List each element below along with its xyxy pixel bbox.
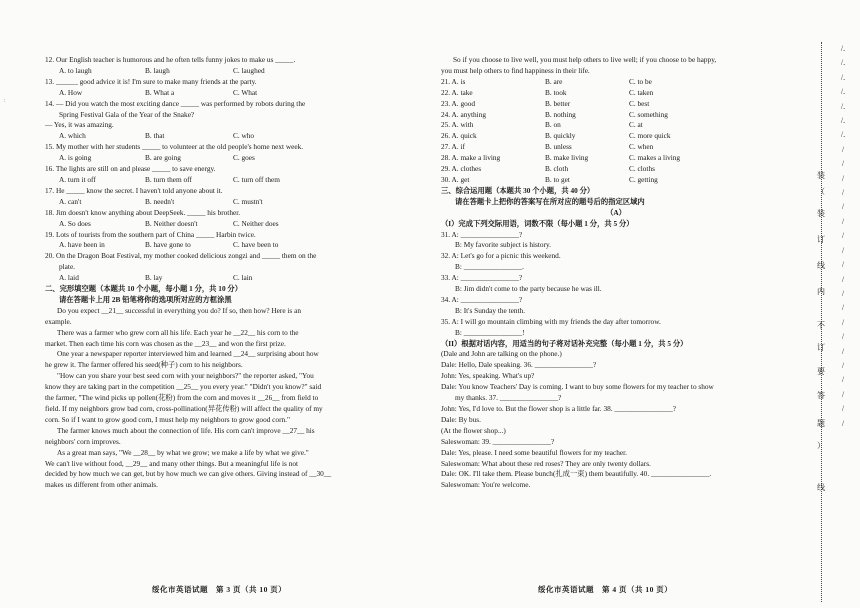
answer-option: 29. A. clothes	[441, 164, 482, 174]
binding-slash: /.	[840, 101, 846, 111]
binding-slash: /	[841, 346, 845, 356]
answer-option: C. more quick	[629, 131, 671, 141]
binding-char: 不	[817, 321, 825, 330]
text-line: 13. ______ good advice it is! I'm sure to make many friends at the party.	[45, 76, 257, 86]
text-line: B: It's Sunday the tenth.	[455, 305, 526, 315]
binding-slash: /.	[840, 58, 846, 68]
text-line: Dale: You know Teachers' Day is coming. I want to buy some flowers for my teacher to show	[441, 382, 714, 392]
answer-option: A. to laugh	[59, 65, 92, 75]
binding-slash: /	[841, 231, 845, 241]
section-heading: （II）根据对话内容，用适当的句子将对话补充完整（每小题 1 分，共 5 分）	[441, 338, 688, 348]
text-line: 32. A: Let's go for a picnic this weekend.	[441, 251, 561, 261]
option-row	[441, 153, 791, 164]
binding-slash: /.	[840, 87, 846, 97]
text-line: "How can you share your best seed corn with your neighbors?" the reporter asked, "You	[57, 371, 314, 381]
text-line: John: Yes, speaking. What's up?	[441, 371, 535, 381]
binding-slash: /	[841, 288, 845, 298]
page-4-column	[441, 55, 791, 491]
text-line: 34. A: ________________?	[441, 294, 523, 304]
binding-slash: /	[841, 260, 845, 270]
binding-slash: /	[841, 202, 845, 212]
option-row	[441, 120, 791, 131]
binding-slash: /	[841, 418, 845, 428]
text-line: the farmer, "The wind picks up pollen(花粉) from the corn and moves it __26__ from field to	[45, 393, 319, 403]
answer-option: C. best	[629, 98, 650, 108]
answer-option: A. So does	[59, 218, 91, 228]
answer-option: B. are	[545, 76, 563, 86]
answer-option: A. can't	[59, 196, 82, 206]
section-heading: 三、综合运用题（本题共 30 个小题，共 40 分）	[441, 185, 595, 195]
text-line: 19. Lots of tourists from the southern part of China _____ Harbin twice.	[45, 229, 256, 239]
text-line: Dale: OK. I'll take them. Please bunch(扎成一束) them beautifully. 40. ________________.	[441, 469, 712, 479]
text-line: One year a newspaper reporter interviewed him and learned __24__ surprising about how	[57, 349, 319, 359]
answer-option: B. took	[545, 87, 567, 97]
text-line: Saleswoman: What about these red roses? They are only twenty dollars.	[441, 458, 651, 468]
answer-option: C. turn off them	[233, 174, 280, 184]
page-4-footer: 绥化市英语试题 第 4 页（共 10 页）	[538, 585, 673, 594]
binding-slash: /.	[840, 72, 846, 82]
answer-option: C. laughed	[233, 65, 265, 75]
option-row	[441, 131, 791, 142]
answer-option: B. quickly	[545, 131, 576, 141]
page-3-column	[45, 55, 403, 491]
answer-option: C. makes a living	[629, 153, 681, 163]
option-row	[441, 175, 791, 186]
answer-option: B. that	[145, 131, 165, 141]
text-line: market. Then each time his corn was chosen as the __23__ and won the first prize.	[45, 338, 286, 348]
text-line: 14. — Did you watch the most exciting dance _____ was performed by robots during the	[45, 98, 306, 108]
answer-option: B. turn them off	[145, 174, 192, 184]
text-line: 31. A: ________________?	[441, 229, 523, 239]
margin-mark: :	[4, 98, 6, 104]
option-row	[441, 77, 791, 88]
text-line: 16. The lights are still on and please _____ to save energy.	[45, 164, 216, 174]
text-line: Spring Festival Gala of the Year of the Snake?	[59, 109, 195, 119]
binding-slash: /	[841, 216, 845, 226]
text-line: 20. On the Dragon Boat Festival, my mother cooked delicious zongzi and _____ them on the	[45, 251, 317, 261]
text-line: Dale: Yes, please. I need some beautiful flowers for my teacher.	[441, 447, 628, 457]
answer-option: 25. A. with	[441, 120, 474, 130]
answer-option: A. have been in	[59, 240, 105, 250]
binding-char: 订	[817, 343, 825, 352]
text-line: B: My favorite subject is history.	[455, 240, 551, 250]
binding-slash: /	[841, 144, 845, 154]
binding-char: （	[817, 187, 825, 196]
text-line: 35. A: I will go mountain climbing with my friends the day after tomorrow.	[441, 316, 661, 326]
binding-char: 装	[817, 209, 825, 218]
binding-slash: /.	[840, 130, 846, 140]
answer-option: C. lain	[233, 273, 253, 283]
text-line: my thanks. 37. ________________?	[455, 393, 562, 403]
answer-option: 28. A. make a living	[441, 153, 501, 163]
option-row	[45, 197, 403, 208]
answer-option: B. nothing	[545, 109, 576, 119]
binding-slash: /	[841, 159, 845, 169]
answer-option: C. to be	[629, 76, 652, 86]
binding-slash: /	[841, 173, 845, 183]
binding-char: 要	[817, 367, 825, 376]
text-line: As a great man says, "We __28__ by what we grow; we make a life by what we give."	[57, 447, 309, 457]
option-row	[45, 131, 403, 142]
binding-slash: /	[841, 274, 845, 284]
page-3-footer: 绥化市英语试题 第 3 页（共 10 页）	[152, 585, 287, 594]
answer-option: C. have been to	[233, 240, 279, 250]
answer-option: B. unless	[545, 142, 572, 152]
answer-option: B. have gone to	[145, 240, 191, 250]
text-line: We can't live without food, __29__ and many other things. But a meaningful life is not	[45, 458, 299, 468]
answer-option: C. at	[629, 120, 643, 130]
answer-option: B. lay	[145, 273, 163, 283]
text-line: 请在答题卡上把你的答案写在所对应的题号后的指定区域内	[455, 196, 645, 206]
text-line: 17. He _____ know the secret. I haven't told anyone about it.	[45, 185, 223, 195]
section-heading: （I）完成下列交际用语，词数不限（每小题 1 分，共 5 分）	[441, 218, 634, 228]
answer-option: B. needn't	[145, 196, 175, 206]
text-line: he grew it. The farmer offered his seed(种子) corn to his neighbors.	[45, 360, 243, 370]
binding-slash: /	[841, 317, 845, 327]
answer-option: B. make living	[545, 153, 589, 163]
binding-slash: /	[841, 375, 845, 385]
option-row	[45, 66, 403, 77]
binding-slash: /	[841, 404, 845, 414]
text-line: Saleswoman: 39. ________________?	[441, 436, 555, 446]
text-line: know they are taking part in the competition __25__ you every year." "Didn't you know?" said	[45, 382, 322, 392]
text-line: 18. Jim doesn't know anything about DeepSeek. _____ his brother.	[45, 207, 241, 217]
text-line: corn. So if I want to grow good corn, I must help my neighbors to grow good corn."	[45, 414, 290, 424]
option-row	[45, 240, 403, 251]
text-line: makes us different from other animals.	[45, 480, 158, 490]
option-row	[45, 175, 403, 186]
text-line: Dale: By bus.	[441, 414, 481, 424]
text-line: (At the flower shop...)	[441, 425, 506, 435]
answer-option: 30. A. get	[441, 174, 470, 184]
answer-option: A. which	[59, 131, 86, 141]
binding-slash: /	[841, 360, 845, 370]
binding-char: 线	[817, 261, 825, 270]
answer-option: C. cloths	[629, 164, 655, 174]
text-line: John: Yes, I'd love to. But the flower shop is a little far. 38. ________________?	[441, 404, 676, 413]
option-row	[45, 153, 403, 164]
text-line: field. If my neighbors grow bad corn, cross-pollination(异花传粉) will affect the quality of my	[45, 404, 323, 413]
answer-option: C. getting	[629, 174, 658, 184]
binding-margin	[808, 20, 860, 608]
text-line: （A）	[606, 207, 626, 217]
text-line: decided by how much we can get, but by how much we can give others. Giving instead of __30__	[45, 469, 332, 479]
answer-option: 26. A. quick	[441, 131, 477, 141]
answer-option: C. mustn't	[233, 196, 263, 206]
section-heading: 二、完形填空题（本题共 10 个小题，每小题 1 分，共 10 分）	[45, 284, 243, 294]
answer-option: C. goes	[233, 153, 255, 163]
text-line: The farmer knows much about the connection of life. His corn can't improve __27__ his	[57, 425, 315, 435]
answer-option: B. What a	[145, 87, 175, 97]
answer-option: B. Neither doesn't	[145, 218, 198, 228]
binding-slash: /.	[840, 116, 846, 126]
text-line: (Dale and John are talking on the phone.)	[441, 349, 562, 359]
binding-char: 题	[817, 419, 825, 428]
answer-option: A. How	[59, 87, 83, 97]
answer-option: C. Neither does	[233, 218, 279, 228]
text-line: Saleswoman: You're welcome.	[441, 480, 531, 490]
text-line: There was a farmer who grew corn all his life. Each year he __22__ his corn to the	[57, 327, 299, 337]
text-line: — Yes, it was amazing.	[45, 120, 114, 130]
text-line: you must help others to find happiness in their life.	[441, 65, 590, 75]
text-line: example.	[45, 316, 72, 326]
answer-option: B. cloth	[545, 164, 569, 174]
binding-char: 装	[817, 171, 825, 180]
option-row	[441, 99, 791, 110]
answer-option: C. something	[629, 109, 668, 119]
option-row	[45, 273, 403, 284]
answer-option: B. laugh	[145, 65, 170, 75]
text-line: 12. Our English teacher is humorous and he often tells funny jokes to make us _____.	[45, 55, 296, 64]
answer-option: A. turn it off	[59, 174, 96, 184]
answer-option: B. are going	[145, 153, 181, 163]
text-line: B: ________________.	[455, 262, 524, 272]
option-row	[45, 88, 403, 99]
answer-option: 27. A. if	[441, 142, 465, 152]
binding-slash: /	[841, 188, 845, 198]
text-line: 33. A: ________________?	[441, 273, 523, 283]
text-line: 请在答题卡上用 2B 铅笔将你的选项所对应的方框涂黑	[59, 294, 232, 304]
binding-char: ）	[817, 441, 825, 450]
text-line: 15. My mother with her students _____ to volunteer at the old people's home next week.	[45, 142, 304, 152]
answer-option: C. when	[629, 142, 654, 152]
binding-slash: /	[841, 389, 845, 399]
option-row	[441, 142, 791, 153]
option-row	[441, 164, 791, 175]
text-line: plate.	[59, 262, 76, 272]
answer-option: C. who	[233, 131, 255, 141]
binding-slash: /.	[840, 44, 846, 53]
binding-char: 订	[817, 235, 825, 244]
answer-option: 21. A. is	[441, 76, 466, 86]
binding-slash: /	[841, 245, 845, 255]
text-line: So if you choose to live well, you must help others to live well; if you choose to be happy,	[453, 55, 717, 64]
text-line: Dale: Hello, Dale speaking. 36. ________________?	[441, 360, 597, 370]
answer-option: A. laid	[59, 273, 79, 283]
binding-char: 内	[817, 287, 825, 296]
option-row	[45, 219, 403, 230]
text-line: B: Jim didn't come to the party because he was ill.	[455, 284, 602, 294]
binding-char: 答	[817, 391, 825, 400]
option-row	[441, 88, 791, 99]
answer-option: 24. A. anything	[441, 109, 486, 119]
text-line: neighbors' corn improves.	[45, 436, 121, 446]
option-row	[441, 110, 791, 121]
answer-option: C. What	[233, 87, 258, 97]
binding-char: 线	[817, 483, 825, 492]
text-line: Do you expect __21__ successful in everything you do? If so, then how? Here is an	[57, 305, 301, 315]
binding-slashes	[836, 42, 850, 431]
binding-slash: /	[841, 303, 845, 313]
answer-option: 22. A. take	[441, 87, 473, 97]
answer-option: B. on	[545, 120, 561, 130]
answer-option: A. is going	[59, 153, 92, 163]
answer-option: B. better	[545, 98, 571, 108]
text-line: B: ________________!	[455, 327, 525, 337]
binding-slash: /	[841, 332, 845, 342]
answer-option: 23. A. good	[441, 98, 476, 108]
answer-option: C. taken	[629, 87, 654, 97]
answer-option: B. to get	[545, 174, 570, 184]
